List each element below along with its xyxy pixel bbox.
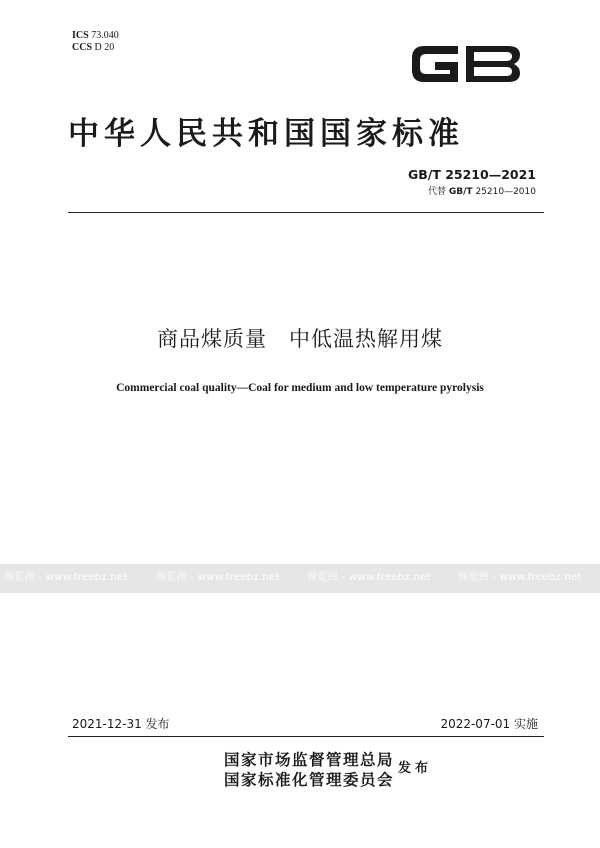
document-title-en: Commercial coal quality—Coal for medium and low temperature pyrolysis [116,382,484,394]
ics-value: 73.040 [91,30,119,41]
implementation-date: 2022-07-01 实施 [440,717,538,731]
ics-code [72,30,119,42]
watermark-text: 预览图 - www.freebz.net [307,572,431,583]
watermark-band [0,564,600,593]
ccs-label: CCS [72,42,93,53]
issuer-org-1: 国家市场监督管理总局 [224,751,395,769]
publish-label: 发布 [398,761,433,776]
replaces-label: 代替 [428,187,447,197]
bottom-divider [68,736,544,737]
replaces-code: GB/T [448,187,473,197]
gb-logo-icon [408,38,524,90]
ccs-value: D 20 [94,42,115,53]
watermark-text: 预览图 - www.freebz.net [4,572,128,583]
standard-category-title: 中华人民共和国国家标准 [68,116,464,152]
issue-date: 2021-12-31 发布 [72,717,170,731]
replaces-number: 25210—2010 [475,187,536,197]
watermark-text: 预览图 - www.freebz.net [458,572,582,583]
document-title-cn: 商品煤质量 中低温热解用煤 [157,327,443,351]
ccs-code [72,42,114,54]
watermark-text: 预览图 - www.freebz.net [156,572,280,583]
ics-label: ICS [72,30,89,41]
standard-number: GB/T 25210—2021 [407,167,536,182]
replaces-standard [428,186,536,198]
issuer-org-2: 国家标准化管理委员会 [224,771,395,789]
top-divider [68,212,544,213]
